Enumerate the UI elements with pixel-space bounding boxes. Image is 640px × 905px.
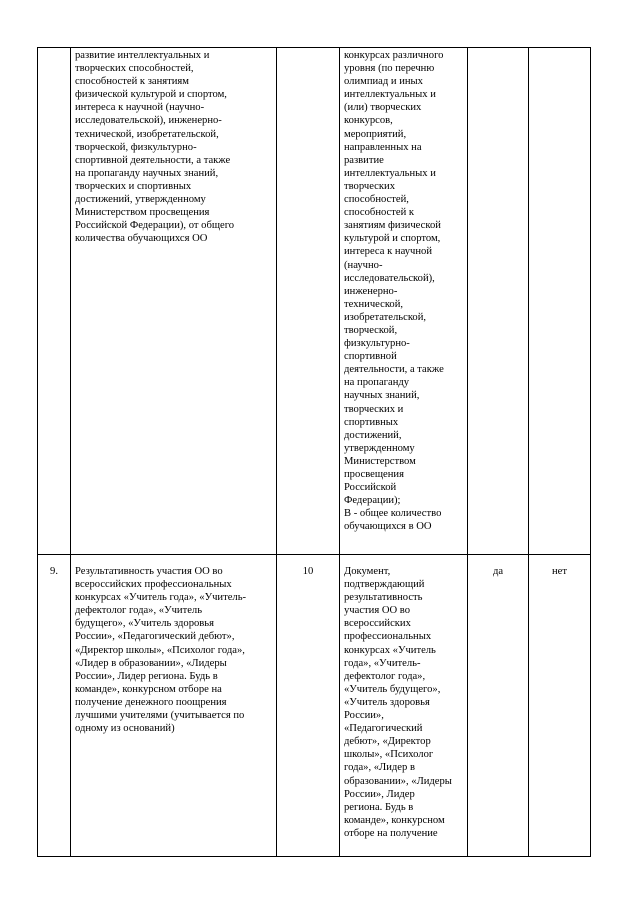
no-cell [529, 48, 591, 555]
text-line: интеллектуальных и [344, 167, 436, 179]
text-line: России», Лидер региона. Будь в [75, 670, 218, 682]
text-line: одному из оснований) [75, 723, 175, 735]
text-line: технической, изобретательской, [75, 128, 219, 140]
text-line: профессиональных [344, 631, 432, 643]
text-line: всероссийских профессиональных [75, 579, 232, 591]
text-line: исследовательской), [344, 272, 435, 284]
text-line: занятиям физической [344, 220, 441, 232]
text-line: конкурсах «Учитель [344, 644, 436, 656]
text-line: команде», конкурсном отборе на [75, 683, 222, 695]
text-line: Министерством просвещения [75, 207, 210, 219]
points-cell: 10 [277, 555, 340, 857]
text-line: образовании», «Лидеры [344, 775, 452, 787]
text-line: исследовательской), инженерно- [75, 115, 222, 127]
text-line: участия ОО во [344, 605, 411, 617]
text-line: интереса к научной [344, 246, 433, 258]
text-line: конкурсов, [344, 115, 393, 127]
text-line: В - общее количество [344, 508, 442, 520]
document-cell [340, 48, 468, 555]
text-line: «Лидер в образовании», «Лидеры [75, 657, 227, 669]
text-line: олимпиад и иных [344, 76, 423, 88]
text-line: Результативность участия ОО во [75, 566, 223, 577]
text-line: России», [344, 710, 384, 722]
text-line: творческих и спортивных [75, 180, 192, 192]
text-line: развитие [344, 154, 384, 166]
text-line: достижений, [344, 429, 402, 441]
text-line: направленных на [344, 141, 422, 153]
text-line: утвержденному [344, 442, 415, 454]
text-line: научных знаний, [344, 390, 420, 402]
text-line: «Учитель здоровья [344, 696, 430, 708]
text-line: физкультурно- [344, 338, 410, 350]
text-line: Федерации); [344, 495, 401, 507]
text-line: творческих способностей, [75, 63, 194, 75]
criterion-description-cell [71, 555, 277, 857]
yes-cell: да [468, 555, 529, 857]
row-number-cell [38, 48, 71, 555]
text-line: (научно- [344, 259, 383, 271]
text-line: года», «Учитель- [344, 657, 421, 669]
text-line: просвещения [344, 469, 404, 480]
text-line: лучшими учителями (учитывается по [75, 710, 245, 722]
criterion-description-cell [71, 48, 277, 555]
text-line: спортивной [344, 351, 397, 363]
text-line: отборе на получение [344, 827, 438, 839]
text-line: изобретательской, [344, 311, 427, 323]
text-line: спортивных [344, 416, 399, 428]
text-line: достижений, утвержденному [75, 194, 206, 206]
text-line: (или) творческих [344, 102, 422, 114]
text-line: года», «Лидер в [344, 762, 415, 774]
text-line: уровня (по перечню [344, 63, 435, 75]
text-line: Документ, [344, 566, 391, 577]
table-row [38, 48, 591, 555]
text-line: команде», конкурсном [344, 814, 445, 826]
text-line: получение денежного поощрения [75, 696, 227, 708]
text-line: физической культурой и спортом, [75, 89, 227, 101]
text-line: «Директор школы», «Психолог года», [75, 644, 245, 656]
text-line: творческой, [344, 324, 398, 336]
text-line: способностей к занятиям [75, 76, 190, 88]
text-line: конкурсах различного [344, 50, 444, 61]
text-line: результативность [344, 592, 423, 604]
text-line: дебют», «Директор [344, 736, 431, 748]
text-line: инженерно- [344, 285, 398, 297]
text-line: количества обучающихся ОО [75, 233, 208, 245]
text-line: технической, [344, 298, 404, 310]
table-row [38, 555, 591, 857]
text-line: на пропаганду [344, 377, 410, 389]
text-line: Российской Федерации), от общего [75, 220, 235, 232]
text-line: школы», «Психолог [344, 749, 434, 761]
text-line: способностей, [344, 194, 409, 206]
criteria-table [37, 47, 591, 857]
text-line: на пропаганду научных знаний, [75, 167, 219, 179]
row-number-cell: 9. [38, 555, 71, 857]
yes-cell [468, 48, 529, 555]
text-line: региона. Будь в [344, 801, 414, 813]
text-line: «Учитель будущего», [344, 683, 441, 695]
points-cell [277, 48, 340, 555]
text-line: будущего», «Учитель здоровья [75, 618, 215, 630]
text-line: России», «Педагогический дебют», [75, 631, 235, 643]
text-line: интереса к научной (научно- [75, 102, 205, 114]
text-line: культурой и спортом, [344, 233, 441, 245]
text-line: подтверждающий [344, 579, 425, 591]
text-line: дефектолог года», [344, 670, 426, 682]
text-line: дефектолог года», «Учитель [75, 605, 203, 617]
text-line: интеллектуальных и [344, 89, 436, 101]
text-line: России», Лидер [344, 788, 415, 800]
no-cell: нет [529, 555, 591, 857]
text-line: «Педагогический [344, 723, 423, 735]
text-line: творческих и [344, 403, 404, 415]
text-line: спортивной деятельности, а также [75, 154, 231, 166]
text-line: обучающихся в ОО [344, 521, 432, 533]
text-line: Министерством [344, 455, 416, 467]
text-line: Российской [344, 482, 397, 494]
text-line: деятельности, а также [344, 364, 444, 376]
text-line: развитие интеллектуальных и [75, 50, 210, 61]
document-cell [340, 555, 468, 857]
text-line: мероприятий, [344, 128, 407, 140]
text-line: конкурсах «Учитель года», «Учитель- [75, 592, 247, 604]
text-line: способностей к [344, 207, 415, 219]
text-line: творческой, физкультурно- [75, 141, 197, 153]
text-line: творческих [344, 180, 395, 192]
text-line: всероссийских [344, 618, 411, 630]
